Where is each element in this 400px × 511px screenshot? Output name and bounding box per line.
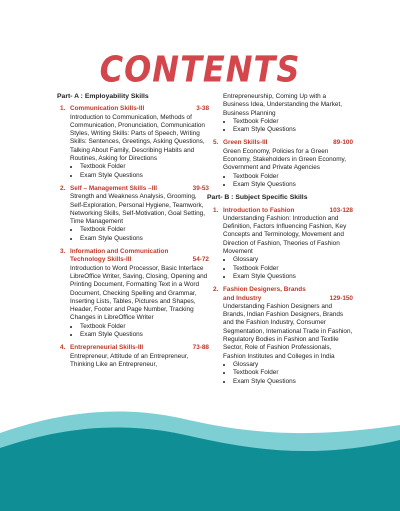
entry-description: Green Economy, Policies for a Green Economy, Stakeholders in Green Economy, Government and Private Agencies — [223, 147, 347, 172]
toc-entry[interactable] — [210, 139, 353, 189]
entry-title: Introduction to Fashion — [223, 206, 295, 214]
entry-title: Communication Skills-III — [70, 105, 145, 113]
toc-entry[interactable] — [57, 105, 209, 180]
entry-pages: 89-100 — [333, 139, 353, 147]
wave-light-band — [0, 411, 400, 511]
entry-number: 2. — [60, 184, 66, 192]
entry-number: 1. — [213, 206, 219, 214]
entry-description: Introduction to Word Processor, Basic Interface LibreOffice Writer, Saving, Closing, Opening and Printing Document, Formatting Text in a Word Document, Checking Spelling and Grammar, Inserting Lists, Tables, Pictures and Shapes, Header, Footer and Page Number, Tracking Changes in LibreOffice Writer — [70, 264, 208, 322]
entry-bullets — [223, 173, 353, 190]
bullet-item: • Glossary — [233, 361, 353, 369]
entry-pages: 73-88 — [192, 344, 209, 352]
entry-bullets — [223, 361, 353, 386]
page-title: CONTENTS — [99, 47, 301, 91]
toc-entry[interactable] — [57, 185, 209, 243]
entry-bullets — [223, 256, 353, 281]
entry-pages: 39-53 — [192, 184, 209, 192]
toc-entry[interactable] — [57, 344, 209, 369]
bullet-item: • Exam Style Questions — [233, 181, 353, 189]
entry-title: Fashion Designers, Brands and Industry — [223, 286, 306, 302]
entry-title: Green Skills-III — [223, 139, 268, 147]
wave-dark-band — [0, 427, 400, 511]
entry-description: Strength and Weakness Analysis, Grooming, Self-Exploration, Personal Hygiene, Teamwork, Networking Skills, Self-Motivation, Goal Setting, Time Management — [70, 193, 205, 226]
toc-entry[interactable] — [210, 207, 353, 282]
entry-bullets — [70, 323, 209, 340]
entry-pages: 103-128 — [329, 206, 353, 214]
bullet-item: • Exam Style Questions — [233, 273, 353, 281]
entry-title: Self – Management Skills –III — [70, 184, 158, 192]
entry-description: Entrepreneur, Attitude of an Entrepreneur, Thinking Like an Entrepreneur, — [70, 352, 189, 368]
toc-entry-continued — [210, 93, 353, 134]
entry-title: Information and Communication Technology Skills-III — [70, 248, 169, 264]
bullet-item: • Textbook Folder — [233, 173, 353, 181]
right-column — [207, 93, 353, 391]
bullet-item: • Exam Style Questions — [233, 378, 353, 386]
entry-bullets — [223, 118, 353, 135]
entry-number: 1. — [60, 105, 66, 113]
entry-number: 3. — [60, 248, 66, 256]
entry-number: 5. — [213, 139, 219, 147]
left-column — [57, 93, 209, 374]
entry-description: Entrepreneurship, Coming Up with a Business Idea, Understanding the Market, Business Planning — [223, 93, 343, 117]
entry-title: Entrepreneurial Skills-III — [70, 344, 144, 352]
entry-description: Understanding Fashion Designers and Brands, Indian Fashion Designers, Brands and the Fashion Industry, Consumer Segmentation, International Trade in Fashion, Regulatory Bodies in Fashion and Textile Sector, Role of Fashion Professionals, Fashion Institutes and Colleges in India — [223, 302, 353, 360]
bullet-item: • Textbook Folder — [80, 163, 209, 171]
entry-description: Understanding Fashion: Introduction and Definition, Factors Influencing Fashion, Key Concepts and Terminology, Movement and Direction of Fashion, Theories of Fashion Movement — [223, 214, 347, 256]
bullet-item: • Exam Style Questions — [80, 172, 209, 180]
entry-pages: 3-38 — [196, 105, 209, 113]
entry-bullets — [70, 226, 209, 243]
bullet-item: • Textbook Folder — [233, 118, 353, 126]
bullet-item: • Exam Style Questions — [233, 126, 353, 134]
toc-entry[interactable] — [57, 248, 209, 339]
bullet-item: • Textbook Folder — [233, 265, 353, 273]
entry-bullets — [70, 163, 209, 180]
part-b-heading: Part- B : Subject Specific Skills — [207, 194, 308, 202]
part-a-heading: Part- A : Employability Skills — [57, 93, 149, 100]
entry-number: 4. — [60, 344, 66, 352]
entry-pages: 129-150 — [329, 294, 353, 302]
bullet-item: • Exam Style Questions — [80, 331, 209, 339]
bullet-item: • Textbook Folder — [80, 226, 209, 234]
bullet-item: • Textbook Folder — [233, 369, 353, 377]
toc-entry[interactable] — [210, 286, 353, 386]
bullet-item: • Textbook Folder — [80, 323, 209, 331]
entry-number: 2. — [213, 286, 219, 294]
entry-pages: 54-72 — [192, 256, 209, 264]
bullet-item: • Glossary — [233, 256, 353, 264]
bullet-item: • Exam Style Questions — [80, 235, 209, 243]
entry-description: Introduction to Communication, Methods of Communication, Pronunciation, Communication Styles, Writing Skills: Parts of Speech, Writing Skills: Sentences, Greetings, Asking Questions, Talking About Family, Describing Habits and Routines, Asking for Directions — [70, 113, 205, 163]
